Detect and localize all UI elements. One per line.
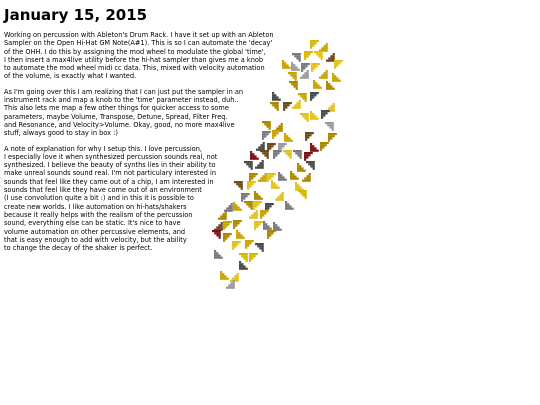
- pixel-triangle: [310, 111, 319, 120]
- pixel-triangle: [249, 253, 258, 262]
- pixel-triangle: [236, 230, 245, 239]
- pixel-triangle: [292, 53, 301, 62]
- pixel-triangle: [214, 222, 223, 231]
- pixel-triangle: [272, 92, 281, 101]
- pixel-triangle: [328, 133, 337, 142]
- pixel-triangle: [291, 62, 300, 71]
- pixel-triangle: [302, 173, 311, 182]
- pixel-triangle: [278, 172, 287, 181]
- pixel-triangle: [223, 233, 232, 242]
- post-title: January 15, 2015: [4, 6, 148, 24]
- pixel-triangle: [244, 161, 253, 170]
- pixel-triangle: [310, 40, 319, 49]
- pixel-triangle: [334, 60, 343, 69]
- pixel-triangle: [273, 222, 282, 231]
- pixel-triangle: [220, 271, 229, 280]
- pixel-triangle: [326, 53, 335, 62]
- pixel-triangle: [319, 43, 328, 52]
- pixel-triangle: [267, 230, 276, 239]
- pixel-triangle: [292, 100, 301, 109]
- paragraph-explanation: A note of explanation for why I setup this. I love percussion, I especially love it when synthesized percussion sounds real, not synthesized. I believe the beauty of synths lies in their ability to make unreal sounds sound real. I'm not particulary interested in sounds that feel like they came out of a chip, I am interested in sounds that feel like they have come out of an environment (I use convolution quite a bit :) and in this it is possible to create new worlds. I like automation on hi-hats/shakers because it really helps with the realism of the percussion sound, everything else can be static. It's nice to have volume automation on other percussive elements, and that is easy enough to add with velocity, but the ability to change the decay of the shaker is perfect.: [4, 144, 218, 253]
- pixel-triangle: [304, 51, 313, 60]
- pixel-triangle: [233, 220, 242, 229]
- pixel-triangle: [239, 261, 248, 270]
- paragraph-drum-rack: Working on percussion with Ableton's Drum Rack. I have it set up with an Ableton Sampler on the Open Hi-Hat GM Note(A#1). This is so I can automate the 'decay' of the OHH. I do this by assigning the mod wheel to modulate the global 'time', I then insert a max4live utility before the hi-hat sampler than gives me a knob to automate the mod wheel midi cc data. This, mixed with velocity automation of the volume, is exactly what I wanted.: [4, 31, 274, 81]
- pixel-triangle: [254, 221, 263, 230]
- pixel-triangle: [293, 150, 302, 159]
- pixel-triangle: [285, 201, 294, 210]
- pixel-triangle: [298, 190, 307, 199]
- pixel-triangle: [218, 211, 227, 220]
- pixel-triangle: [250, 151, 259, 160]
- pixel-triangle: [247, 181, 256, 190]
- pixel-triangle: [223, 221, 232, 230]
- pixel-triangle: [310, 92, 319, 101]
- paragraph-instrument-rack: As I'm going over this I am realizing that I can just put the sampler in an instrument rack and map a knob to the 'time' parameter instead, duh.. This also lets me map a few other things for quicker access to some parameters, maybe Volume, Transpose, Detune, Spread, Filter Freq. and Resonance, and Velocity>Volume. Okay, good, no more max4live stuff, always good to stay in box :): [4, 87, 244, 138]
- pixel-triangle: [224, 203, 233, 212]
- pixel-triangle: [305, 132, 314, 141]
- pixel-triangle: [245, 240, 254, 249]
- pixel-triangle: [232, 241, 241, 250]
- pixel-triangle: [253, 201, 262, 210]
- pixel-triangle: [295, 182, 304, 191]
- pixel-triangle: [326, 81, 335, 90]
- pixel-triangle: [288, 72, 297, 81]
- pixel-triangle: [272, 130, 281, 139]
- pixel-triangle: [234, 181, 243, 190]
- pixel-triangle: [290, 171, 299, 180]
- pixel-triangle: [275, 192, 284, 201]
- pixel-triangle: [241, 193, 250, 202]
- pixel-triangle: [255, 243, 264, 252]
- pixel-triangle: [304, 152, 313, 161]
- pixel-triangle: [283, 150, 292, 159]
- pixel-triangle: [321, 110, 330, 119]
- pixel-triangle: [311, 63, 320, 72]
- pixel-triangle: [262, 131, 271, 140]
- pixel-triangle: [239, 253, 248, 262]
- pixel-triangle: [282, 60, 291, 69]
- pixel-triangle: [313, 80, 322, 89]
- pixel-triangle: [244, 201, 253, 210]
- pixel-triangle: [233, 202, 242, 211]
- pixel-triangle: [249, 210, 258, 219]
- pixel-triangle: [300, 113, 309, 122]
- pixel-triangle: [320, 142, 329, 151]
- pixel-triangle: [314, 51, 323, 60]
- pixel-triangle: [284, 133, 293, 142]
- pixel-triangle: [297, 163, 306, 172]
- pixel-triangle: [332, 73, 341, 82]
- pixel-triangle: [319, 70, 328, 79]
- pixel-triangle: [260, 150, 269, 159]
- pixel-triangle: [214, 250, 223, 259]
- pixel-triangle: [249, 173, 258, 182]
- pixel-triangle: [258, 173, 267, 182]
- pixel-triangle: [289, 81, 298, 90]
- pixel-triangle: [254, 191, 263, 200]
- pixel-triangle: [263, 221, 272, 230]
- pixel-triangle: [260, 210, 269, 219]
- pixel-triangle: [306, 161, 315, 170]
- pixel-triangle: [270, 102, 279, 111]
- pixel-triangle: [273, 150, 282, 159]
- pixel-triangle: [262, 121, 271, 130]
- pixel-triangle: [212, 230, 221, 239]
- pixel-triangle: [310, 143, 319, 152]
- pixel-triangle: [283, 102, 292, 111]
- pixel-triangle: [325, 122, 334, 131]
- pixel-triangle: [255, 160, 264, 169]
- pixel-triangle: [271, 180, 280, 189]
- pixel-triangle: [256, 142, 265, 151]
